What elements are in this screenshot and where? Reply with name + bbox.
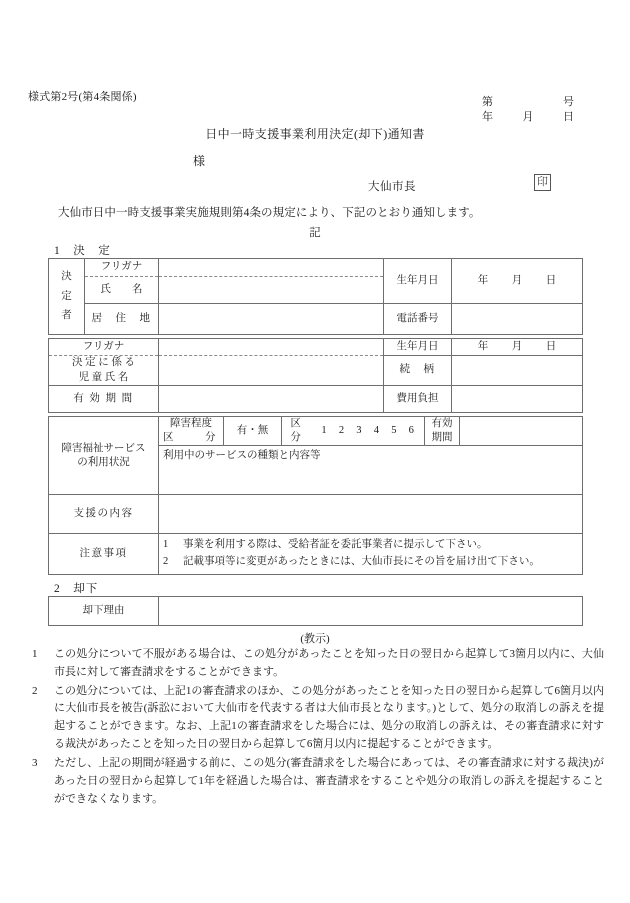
rejection-table [48, 596, 583, 626]
label-child-name-line1: 決 定 に 係 る [72, 357, 135, 369]
field-name-applicant[interactable] [159, 277, 384, 304]
child-birth-month-unit: 月 [511, 340, 523, 352]
label-valid-period-short-line2: 期間 [431, 432, 453, 444]
decision-person-label [49, 259, 85, 335]
label-rejection-reason: 却下理由 [49, 597, 159, 626]
kubun-option-1[interactable]: 1 [321, 425, 327, 437]
label-disability-level-line1: 障害程度 [170, 418, 212, 429]
label-kubun: 区分 [290, 418, 301, 444]
seal-icon: 印 [534, 174, 551, 191]
list-item [32, 755, 604, 808]
instruction-text-2: この処分については、上記1の審査請求のほか、この処分があったことを知った日の翌日から起算して6箇月以内に大仙市長を被告(訴訟において大仙市を代表する者は大仙市長となります。)として、処分の取消しの訴えを提起することができます。なお、上記1の審査請求をした場合には、処分の取消しの訴えは、その審査請求に対する裁決があったことを知った日の翌日から起算して6箇月以内に提起することができます。 [54, 684, 604, 751]
note-text-2: 記載事項等に変更があったときには、大仙市長にその旨を届け出て下さい。 [183, 556, 540, 568]
decision-person-char-1: 決 [61, 270, 72, 282]
birth-year-unit: 年 [477, 274, 489, 286]
table-row [49, 304, 583, 335]
table-row [49, 417, 583, 446]
label-service-usage-line1: 障害福祉サービス [61, 442, 146, 454]
intro-text: 大仙市日中一時支援事業実施規則第4条の規定により、下記のとおり通知します。 [58, 207, 481, 219]
field-child-name[interactable] [159, 356, 384, 386]
label-child-name-line2: 児 童 氏 名 [78, 371, 129, 383]
field-valid-period[interactable] [159, 386, 384, 413]
table-row [49, 339, 583, 356]
section-1-label: 1 決 定 [54, 245, 111, 257]
kubun-option-2[interactable]: 2 [338, 425, 345, 437]
table-row [49, 259, 583, 277]
instruction-number-2: 2 [32, 684, 38, 697]
field-yes-no[interactable]: 有・無 [224, 417, 282, 446]
field-cost-burden[interactable] [452, 386, 583, 413]
form-number: 様式第2号(第4条関係) [28, 91, 137, 103]
field-address[interactable] [159, 304, 384, 335]
decision-person-char-2: 定 [61, 290, 72, 302]
list-item [163, 537, 578, 554]
decision-table [48, 258, 583, 335]
note-index-1: 1 [163, 539, 169, 551]
notes-list [159, 534, 583, 575]
list-item [163, 554, 578, 571]
field-kubun[interactable] [282, 417, 425, 446]
kubun-option-5[interactable]: 5 [391, 425, 397, 437]
note-text-1: 事業を利用する際は、受給者証を委託事業者に提示して下さい。 [183, 539, 488, 551]
field-rejection-reason[interactable] [159, 597, 583, 626]
kubun-option-4[interactable]: 4 [373, 425, 379, 437]
field-service-detail[interactable]: 利用中のサービスの種類と内容等 [159, 446, 583, 495]
label-notes: 注意事項 [49, 534, 159, 575]
service-usage-table [48, 416, 583, 575]
field-service-valid-period[interactable] [460, 417, 583, 446]
date-year-label: 年 [482, 111, 493, 123]
label-birthdate-child: 生年月日 [384, 339, 452, 356]
list-item [32, 646, 604, 682]
note-index-2: 2 [163, 556, 169, 568]
birth-day-unit: 日 [545, 274, 557, 286]
table-row [49, 495, 583, 534]
label-valid-period: 有 効 期 間 [49, 386, 159, 413]
table-row [49, 597, 583, 626]
document-number-block [460, 95, 590, 125]
doc-number-suffix: 号 [563, 96, 574, 108]
birth-month-unit: 月 [511, 274, 523, 286]
instructions-list [32, 646, 604, 809]
instructions-title: (教示) [300, 633, 330, 645]
ki-marker: 記 [309, 227, 321, 239]
child-birth-day-unit: 日 [545, 340, 557, 352]
label-name-applicant: 氏 名 [85, 277, 159, 304]
label-address: 居 住 地 [85, 304, 159, 335]
decision-person-char-3: 者 [61, 310, 72, 322]
label-disability-level-line2: 区 分 [163, 432, 219, 444]
field-support-content[interactable] [159, 495, 583, 534]
section-2-label: 2 却下 [54, 583, 99, 595]
label-support-content: 支援の内容 [49, 495, 159, 534]
instruction-text-1: この処分について不服がある場合は、この処分があったことを知った日の翌日から起算して3箇月以内に、大仙市長に対して審査請求をすることができます。 [54, 648, 604, 678]
instruction-number-1: 1 [32, 648, 38, 660]
label-disability-level [159, 417, 224, 446]
label-valid-period-short-line1: 有効 [431, 418, 453, 429]
label-furigana-applicant: フリガナ [85, 259, 159, 277]
date-month-label: 月 [522, 111, 534, 123]
date-day-label: 日 [563, 111, 574, 123]
kubun-option-6[interactable]: 6 [408, 425, 414, 437]
instruction-text-3: ただし、上記の期間が経過する前に、この処分(審査請求をした場合にあっては、その審査請求に対する裁決)があった日の翌日から起算して1年を経過した場合は、審査請求をすることや処分の取消しの訴えを提起することができなくなります。 [54, 756, 604, 805]
field-furigana-child[interactable] [159, 339, 384, 356]
label-cost-burden: 費用負担 [384, 386, 452, 413]
addressee-honorific: 様 [193, 154, 206, 168]
field-birthdate-child[interactable] [452, 339, 583, 356]
field-furigana-applicant[interactable] [159, 259, 384, 277]
doc-number-prefix: 第 [482, 96, 493, 108]
table-row [49, 356, 583, 386]
label-birthdate-applicant: 生年月日 [384, 259, 452, 304]
decision-table-child [48, 338, 583, 413]
label-child-name [49, 356, 159, 386]
label-phone: 電話番号 [384, 304, 452, 335]
field-relation[interactable] [452, 356, 583, 386]
page-title: 日中一時支援事業利用決定(却下)通知書 [205, 127, 425, 141]
label-service-usage-line2: の利用状況 [77, 456, 130, 468]
label-furigana-child: フリガナ [49, 339, 159, 356]
issuer-name: 大仙市長 [368, 181, 416, 193]
label-service-usage [49, 417, 159, 495]
kubun-option-3[interactable]: 3 [356, 425, 362, 437]
field-birthdate-applicant[interactable] [452, 259, 583, 304]
table-row [49, 534, 583, 575]
child-birth-year-unit: 年 [477, 340, 489, 352]
field-phone[interactable] [452, 304, 583, 335]
instruction-number-3: 3 [32, 756, 38, 769]
list-item [32, 683, 604, 754]
label-valid-period-short [425, 417, 460, 446]
label-relation: 続 柄 [384, 356, 452, 386]
table-row [49, 386, 583, 413]
